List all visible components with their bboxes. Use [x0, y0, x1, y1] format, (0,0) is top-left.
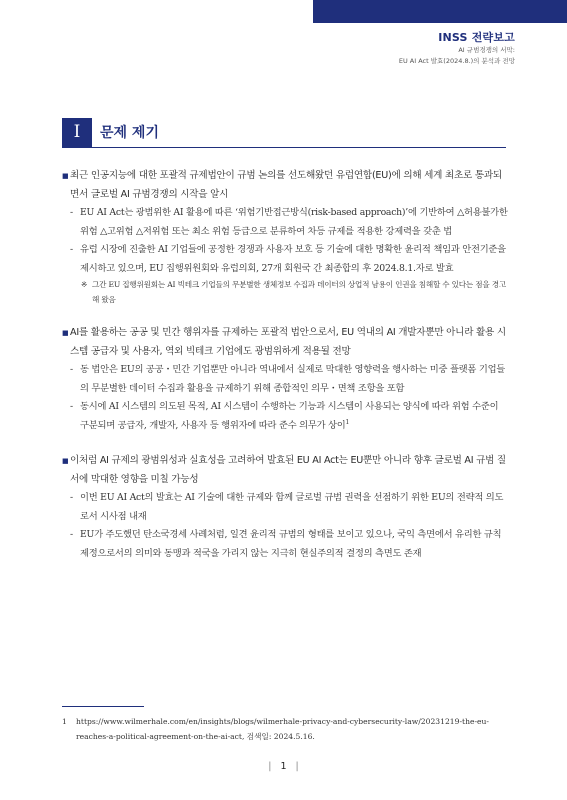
dash-text: 이번 EU AI Act의 발효는 AI 기술에 대한 규제와 함께 글로벌 규범 권력을 선점하기 위한 EU의 전략적 의도로서 시사점 내재	[80, 492, 504, 522]
footnote-number: 1	[62, 717, 67, 726]
bullet-square-icon: ■	[62, 329, 69, 337]
dash-item	[62, 361, 508, 398]
dash-item	[62, 204, 508, 241]
report-subtitle-2: EU AI Act 발효(2024.8.)의 분석과 전망	[398, 57, 515, 65]
body-content	[62, 167, 508, 563]
bullet-square-icon: ■	[62, 457, 69, 465]
brand-inss: INSS	[438, 31, 468, 44]
dash-text: 동 법안은 EU의 공공・민간 기업뿐만 아니라 역내에서 실제로 막대한 영향력을 행사하는 미중 플랫폼 기업들의 무분별한 데이터 수집과 활용을 규제하기 위해 종합적인 의무・면책 조항을 포함	[80, 364, 506, 394]
dash-text: EU AI Act는 광범위한 AI 활용에 따른 ‘위험기반접근방식(risk-based approach)’에 기반하여 △허용불가한 위험 △고위험 △저위험 또는 최소 위험 등급으로 분류하여 차등 규제를 적용한 강제력을 갖춘 법	[80, 207, 508, 237]
header-color-block	[313, 0, 567, 23]
dash-text: 동시에 AI 시스템의 의도된 목적, AI 시스템이 수행하는 기능과 시스템이 사용되는 양식에 따라 위험 수준이 구분되며 공급자, 개발자, 사용자 등 행위자에 따라 준수 의무가 상이	[80, 401, 499, 431]
dash-item	[62, 398, 508, 435]
note-text: 그간 EU 집행위원회는 AI 빅테크 기업들의 무분별한 생체정보 수집과 데이터의 상업적 남용이 인권을 침해할 수 있다는 점을 경고해 왔음	[92, 280, 507, 304]
dash-item	[62, 526, 508, 563]
brand-logo	[438, 29, 515, 45]
page-separator-right: |	[295, 761, 299, 772]
dash-marker: -	[70, 207, 73, 218]
page-separator-left: |	[268, 761, 272, 772]
dash-item	[62, 241, 508, 278]
section-number: I	[62, 118, 92, 147]
dash-marker: -	[70, 401, 73, 412]
note-item	[62, 278, 508, 307]
bullet-text: AI를 활용하는 공공 및 민간 행위자를 규제하는 포괄적 법안으로서, EU 역내의 AI 개발자뿐만 아니라 활용 시스템 공급자 및 사용자, 역외 빅테크 기업에도 광범위하게 적용될 전망	[70, 327, 506, 357]
brand-label: 전략보고	[471, 31, 515, 44]
dash-marker: -	[70, 529, 73, 540]
section-header	[62, 118, 506, 148]
dash-marker: -	[70, 244, 73, 255]
bullet-square-icon: ■	[62, 172, 69, 180]
dash-marker: -	[70, 364, 73, 375]
footnote-divider	[62, 706, 144, 707]
dash-marker: -	[70, 492, 73, 503]
bullet-paragraph	[62, 452, 508, 489]
page-number-value: 1	[280, 761, 287, 772]
footnote	[62, 714, 508, 744]
dash-text: EU가 주도했던 탄소국경세 사례처럼, 일견 윤리적 규범의 형태를 보이고 있으나, 국익 측면에서 유리한 규칙 제정으로서의 의미와 동맹과 적국을 가리지 않는 지극히 현실주의적 결정의 측면도 존재	[80, 529, 502, 559]
footnote-text[interactable]: https://www.wilmerhale.com/en/insights/blogs/wilmerhale-privacy-and-cybersecurity-law/20231219-the-eu-reaches-a-political-agreement-on-the-ai-act, 검색일: 2024.5.16.	[76, 717, 489, 741]
bullet-paragraph	[62, 324, 508, 361]
footnote-reference[interactable]: 1	[345, 418, 350, 426]
bullet-text: 이처럼 AI 규제의 광범위성과 실효성을 고려하여 발효된 EU AI Act는 EU뿐만 아니라 향후 글로벌 AI 규범 질서에 막대한 영향을 미칠 가능성	[70, 455, 506, 485]
section-title: 문제 제기	[100, 125, 159, 141]
bullet-paragraph	[62, 167, 508, 204]
dash-text: 유럽 시장에 진출한 AI 기업들에 공정한 경쟁과 사용자 보호 등 기술에 대한 명확한 윤리적 책임과 안전기준을 제시하고 있으며, EU 집행위원회와 유럽의회, 27개 회원국 간 최종합의 후 2024.8.1.자로 발효	[80, 244, 506, 274]
note-marker: ※	[81, 280, 88, 289]
page-number	[0, 761, 567, 772]
report-subtitle-1: AI 규범경쟁의 서막:	[458, 46, 515, 54]
bullet-text: 최근 인공지능에 대한 포괄적 규제법안이 규범 논의를 선도해왔던 유럽연합(EU)에 의해 세계 최초로 통과되면서 글로벌 AI 규범경쟁의 시작을 알시	[70, 170, 502, 200]
dash-item	[62, 489, 508, 526]
